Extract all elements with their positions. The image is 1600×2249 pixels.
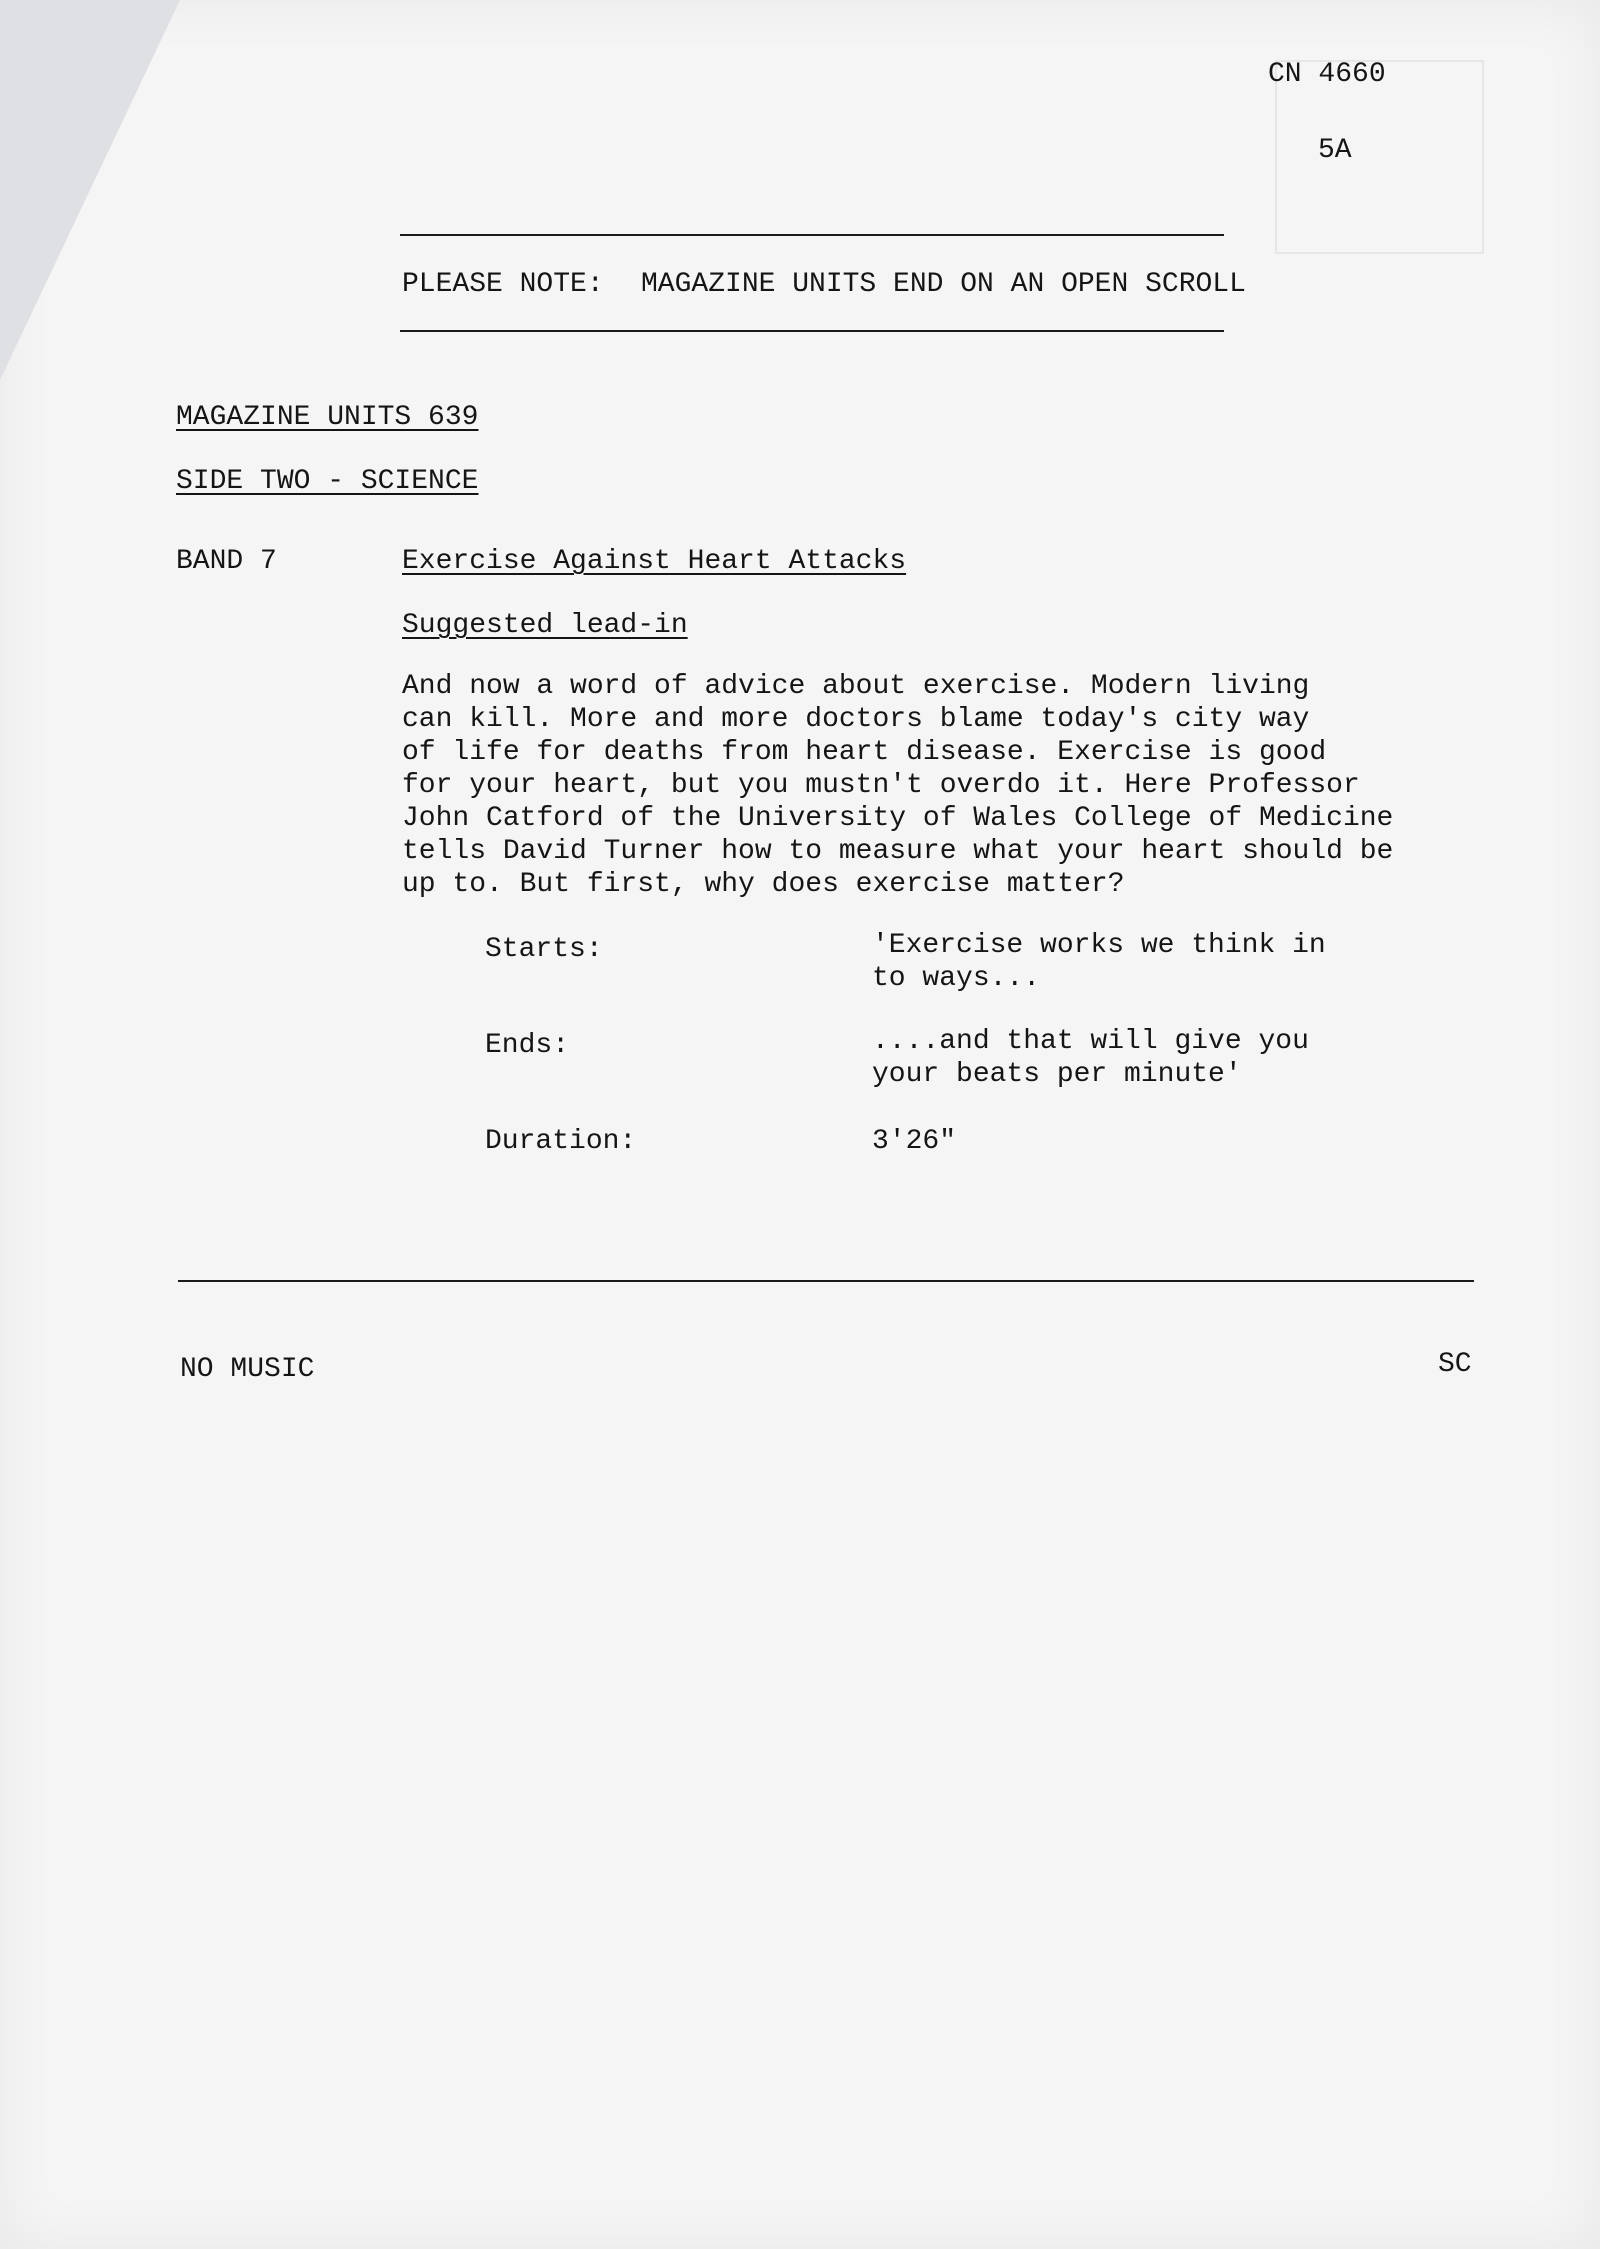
torn-corner [0, 0, 180, 380]
starts-cue-line: 'Exercise works we think in [872, 930, 1326, 961]
leadin-line: John Catford of the University of Wales College of Medicine [402, 803, 1394, 834]
starts-label: Starts: [485, 934, 603, 965]
document-code: CN 4660 [1268, 59, 1386, 90]
side-heading: SIDE TWO - SCIENCE [176, 466, 479, 497]
leadin-line: can kill. More and more doctors blame today's city way [402, 704, 1310, 735]
leadin-paragraph [402, 670, 1394, 901]
page-reference: 5A [1318, 135, 1352, 166]
leadin-line: up to. But first, why does exercise matter? [402, 869, 1125, 900]
leadin-heading: Suggested lead-in [402, 610, 688, 641]
leadin-line: And now a word of advice about exercise. Modern living [402, 671, 1310, 702]
note-top-rule [400, 234, 1224, 236]
band-label: BAND 7 [176, 546, 277, 577]
note-text: MAGAZINE UNITS END ON AN OPEN SCROLL [641, 269, 1246, 300]
ends-label: Ends: [485, 1030, 570, 1061]
initials: SC [1438, 1349, 1472, 1380]
band-title: Exercise Against Heart Attacks [402, 546, 907, 577]
magazine-unit-heading: MAGAZINE UNITS 639 [176, 402, 479, 433]
leadin-line: for your heart, but you mustn't overdo it. Here Professor [402, 770, 1360, 801]
ends-cue-line: ....and that will give you [872, 1026, 1309, 1057]
ends-cue-line: your beats per minute' [872, 1059, 1242, 1090]
note-bottom-rule [400, 330, 1224, 332]
note-label: PLEASE NOTE: [402, 269, 604, 300]
duration-value: 3'26" [872, 1126, 957, 1157]
duration-label: Duration: [485, 1126, 637, 1157]
leadin-line: tells David Turner how to measure what your heart should be [402, 836, 1394, 867]
starts-cue-line: to ways... [872, 963, 1041, 994]
music-note: NO MUSIC [180, 1354, 315, 1385]
leadin-line: of life for deaths from heart disease. Exercise is good [402, 737, 1327, 768]
section-rule [178, 1280, 1474, 1282]
